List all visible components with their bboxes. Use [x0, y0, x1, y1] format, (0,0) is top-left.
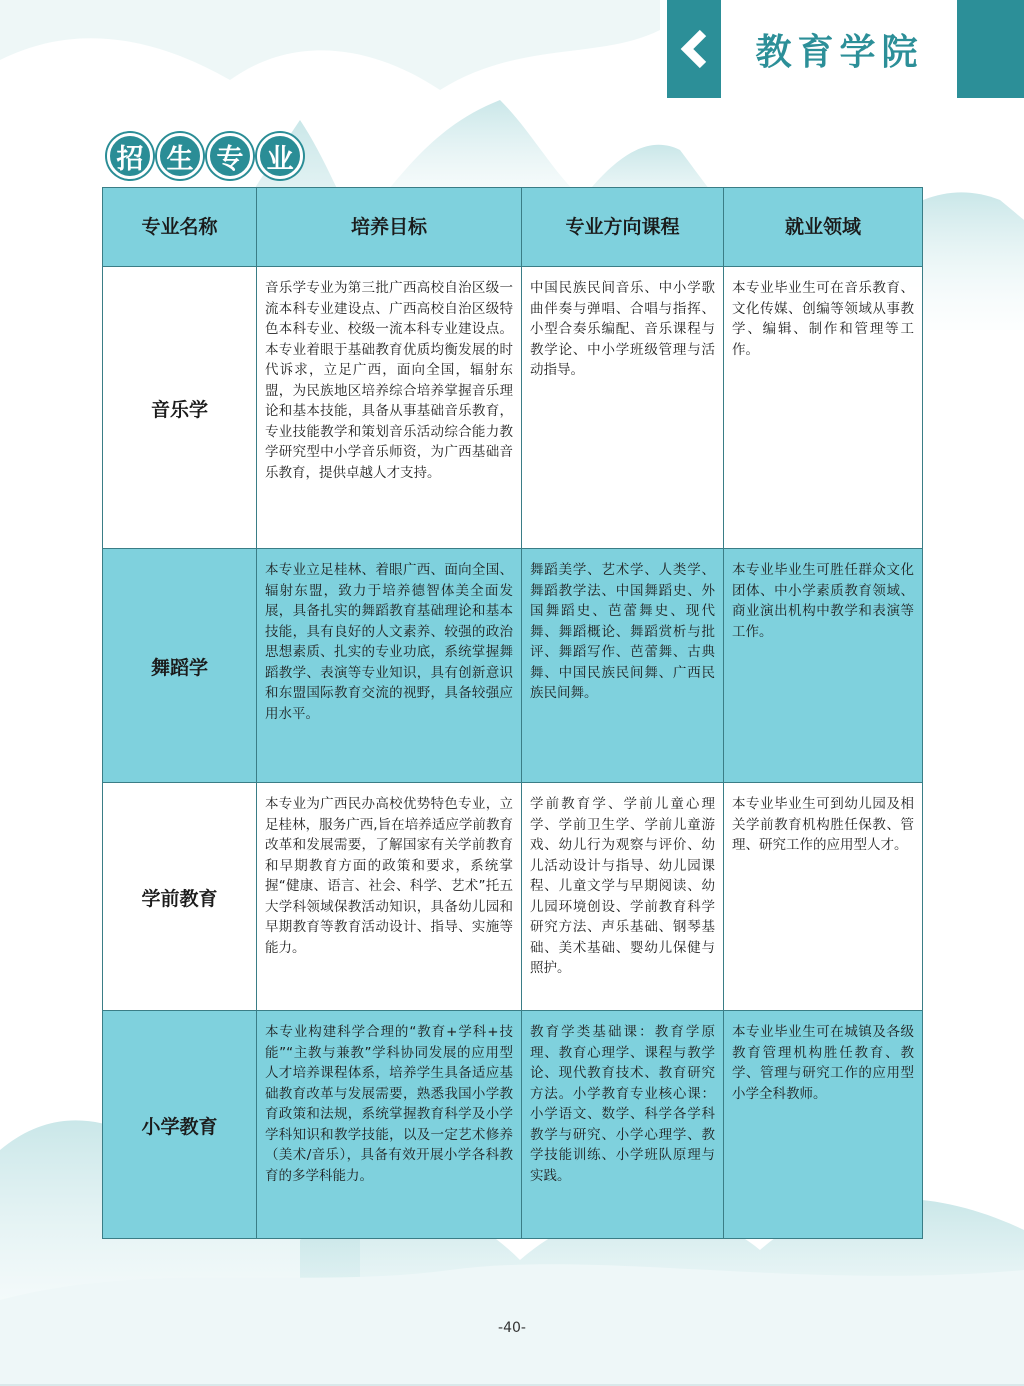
table-row [103, 1011, 923, 1239]
section-title-char: 招 [107, 133, 153, 179]
header-tab [667, 0, 1024, 98]
major-goal: 本专业立足桂林、着眼广西、面向全国、辐射东盟，致力于培养德智体美全面发展，具备扎实的舞蹈教育基础理论和基本技能，具有良好的人文素养、较强的政治思想素质、扎实的专业功底，系统掌握舞蹈教学、表演等专业知识，具有创新意识和东盟国际教育交流的视野，具备较强应用水平。 [257, 549, 522, 783]
major-career: 本专业毕业生可在音乐教育、文化传媒、创编等领域从事教学、编辑、制作和管理等工作。 [724, 267, 923, 549]
major-courses: 中国民族民间音乐、中小学歌曲伴奏与弹唱、合唱与指挥、小型合奏乐编配、音乐课程与教学论、中小学班级管理与活动指导。 [522, 267, 724, 549]
major-courses: 学前教育学、学前儿童心理学、学前卫生学、学前儿童游戏、幼儿行为观察与评价、幼儿活动设计与指导、幼儿园课程、儿童文学与早期阅读、幼儿园环境创设、学前教育科学研究方法、声乐基础、钢琴基础、美术基础、婴幼儿保健与照护。 [522, 783, 724, 1011]
major-name: 舞蹈学 [103, 549, 257, 783]
header-title-box [725, 0, 954, 98]
major-career: 本专业毕业生可到幼儿园及相关学前教育机构胜任保教、管理、研究工作的应用型人才。 [724, 783, 923, 1011]
major-name: 音乐学 [103, 267, 257, 549]
section-title [107, 133, 303, 179]
column-header-career: 就业领域 [724, 188, 923, 267]
majors-table [102, 187, 923, 1239]
major-goal: 本专业构建科学合理的“教育+学科+技能”“主教与兼教”学科协同发展的应用型人才培养课程体系，培养学生具备适应基础教育改革与发展需要，熟悉我国小学教育政策和法规，系统掌握教育科学及小学学科知识和教学技能，以及一定艺术修养（美术/音乐），具备有效开展小学各科教育的多学科能力。 [257, 1011, 522, 1239]
column-header-goal: 培养目标 [257, 188, 522, 267]
table-header-row [103, 188, 923, 267]
section-title-char: 生 [157, 133, 203, 179]
section-title-char: 专 [207, 133, 253, 179]
table-row [103, 549, 923, 783]
major-name: 学前教育 [103, 783, 257, 1011]
table-row [103, 267, 923, 549]
column-header-courses: 专业方向课程 [522, 188, 724, 267]
section-title-char: 业 [257, 133, 303, 179]
major-name: 小学教育 [103, 1011, 257, 1239]
major-career: 本专业毕业生可在城镇及各级教育管理机构胜任教育、教学、管理与研究工作的应用型小学全科教师。 [724, 1011, 923, 1239]
header-title: 教育学院 [755, 31, 924, 73]
column-header-name: 专业名称 [103, 188, 257, 267]
table-row [103, 783, 923, 1011]
page-number: -40- [498, 1320, 526, 1336]
major-career: 本专业毕业生可胜任群众文化团体、中小学素质教育领域、商业演出机构中教学和表演等工作。 [724, 549, 923, 783]
major-courses: 教育学类基础课：教育学原理、教育心理学、课程与教学论、现代教育技术、教育研究方法。小学教育专业核心课：小学语文、数学、科学各学科教学与研究、小学心理学、教学技能训练、小学班队原理与实践。 [522, 1011, 724, 1239]
major-goal: 本专业为广西民办高校优势特色专业，立足桂林，服务广西,旨在培养适应学前教育改革和发展需要，了解国家有关学前教育和早期教育方面的政策和要求，系统掌握“健康、语言、社会、科学、艺术”托五大学科领域保教活动知识，具备幼儿园和早期教育等教育活动设计、指导、实施等能力。 [257, 783, 522, 1011]
chevron-left-icon [677, 29, 711, 69]
back-button[interactable] [667, 0, 721, 98]
major-goal: 音乐学专业为第三批广西高校自治区级一流本科专业建设点、广西高校自治区级特色本科专业、校级一流本科专业建设点。本专业着眼于基础教育优质均衡发展的时代诉求，立足广西，面向全国，辐射东盟，为民族地区培养综合培养掌握音乐理论和基本技能，具备从事基础音乐教育，专业技能教学和策划音乐活动综合能力教学研究型中小学音乐师资，为广西基础音乐教育，提供卓越人才支持。 [257, 267, 522, 549]
major-courses: 舞蹈美学、艺术学、人类学、舞蹈教学法、中国舞蹈史、外国舞蹈史、芭蕾舞史、现代舞、舞蹈概论、舞蹈赏析与批评、舞蹈写作、芭蕾舞、古典舞、中国民族民间舞、广西民族民间舞。 [522, 549, 724, 783]
header-edge [957, 0, 1024, 98]
